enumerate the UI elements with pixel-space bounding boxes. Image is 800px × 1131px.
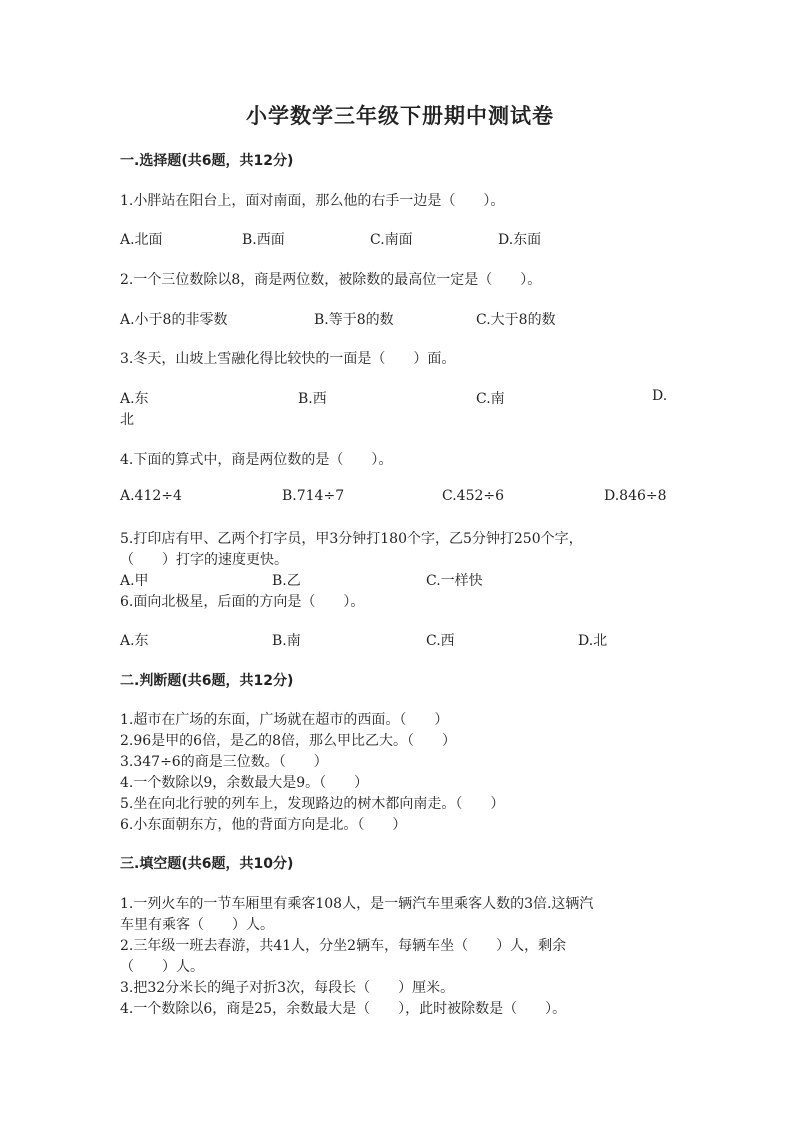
q6-option-a: A.东 [120, 633, 149, 649]
judge-item-4: 4.一个数除以9，余数最大是9。（ ） [120, 775, 369, 791]
q1-option-a: A.北面 [120, 232, 163, 248]
q6-option-d: D.北 [578, 633, 608, 649]
q5-option-b: B.乙 [272, 573, 301, 589]
question-3: 3.冬天，山坡上雪融化得比较快的一面是（ ）面。 [120, 351, 456, 367]
question-5-line-1: 5.打印店有甲、乙两个打字员，甲3分钟打180个字，乙5分钟打250个字， [120, 531, 583, 547]
q3-option-b: B.西 [298, 391, 327, 407]
q2-option-b: B.等于8的数 [314, 312, 394, 328]
question-1: 1.小胖站在阳台上，面对南面，那么他的右手一边是（ ）。 [120, 193, 505, 209]
q4-option-a: A.412÷4 [120, 488, 182, 504]
fill-item-3: 3.把32分米长的绳子对折3次，每段长（ ）厘米。 [120, 980, 455, 996]
section-heading-choice: 一.选择题(共6题，共12分) [120, 153, 294, 169]
fill-item-2-line-1: 2.三年级一班去春游，共41人，分坐2辆车，每辆车坐（ ）人，剩余 [120, 938, 567, 954]
judge-item-6: 6.小东面朝东方，他的背面方向是北。（ ） [120, 817, 407, 833]
q3-option-d-wrap: 北 [120, 412, 134, 428]
q1-option-b: B.西面 [242, 232, 285, 248]
q2-option-c: C.大于8的数 [476, 312, 556, 328]
section-heading-fill: 三.填空题(共6题，共10分) [120, 856, 294, 872]
fill-item-1-line-2: 车里有乘客（ ）人。 [120, 917, 274, 933]
question-4: 4.下面的算式中，商是两位数的是（ ）。 [120, 452, 393, 468]
q1-option-c: C.南面 [370, 232, 413, 248]
q4-option-d: D.846÷8 [604, 488, 667, 504]
q3-option-c: C.南 [476, 391, 505, 407]
question-5-line-2: （ ）打字的速度更快。 [120, 552, 288, 568]
q1-option-d: D.东面 [498, 232, 542, 248]
judge-item-1: 1.超市在广场的东面，广场就在超市的西面。（ ） [120, 712, 449, 728]
q2-option-a: A.小于8的非零数 [120, 312, 228, 328]
q3-option-a: A.东 [120, 391, 149, 407]
exam-title: 小学数学三年级下册期中测试卷 [246, 103, 554, 128]
q4-option-c: C.452÷6 [442, 488, 505, 504]
q6-option-b: B.南 [272, 633, 301, 649]
judge-item-2: 2.96是甲的6倍，是乙的8倍，那么甲比乙大。（ ） [120, 733, 456, 749]
q3-option-d: D. [652, 388, 668, 404]
fill-item-2-line-2: （ ）人。 [120, 959, 204, 975]
fill-item-1-line-1: 1.一列火车的一节车厢里有乘客108人，是一辆汽车里乘客人数的3倍.这辆汽 [120, 896, 594, 912]
section-heading-judge: 二.判断题(共6题，共12分) [120, 673, 294, 689]
judge-item-5: 5.坐在向北行驶的列车上，发现路边的树木都向南走。（ ） [120, 796, 505, 812]
fill-item-4: 4.一个数除以6，商是25，余数最大是（ ），此时被除数是（ ）。 [120, 1001, 567, 1017]
question-6: 6.面向北极星，后面的方向是（ ）。 [120, 594, 365, 610]
q5-option-c: C.一样快 [426, 573, 483, 589]
judge-item-3: 3.347÷6的商是三位数。（ ） [120, 754, 328, 770]
question-2: 2.一个三位数除以8，商是两位数，被除数的最高位一定是（ ）。 [120, 272, 542, 288]
q4-option-b: B.714÷7 [282, 488, 345, 504]
q6-option-c: C.西 [426, 633, 455, 649]
q5-option-a: A.甲 [120, 573, 149, 589]
